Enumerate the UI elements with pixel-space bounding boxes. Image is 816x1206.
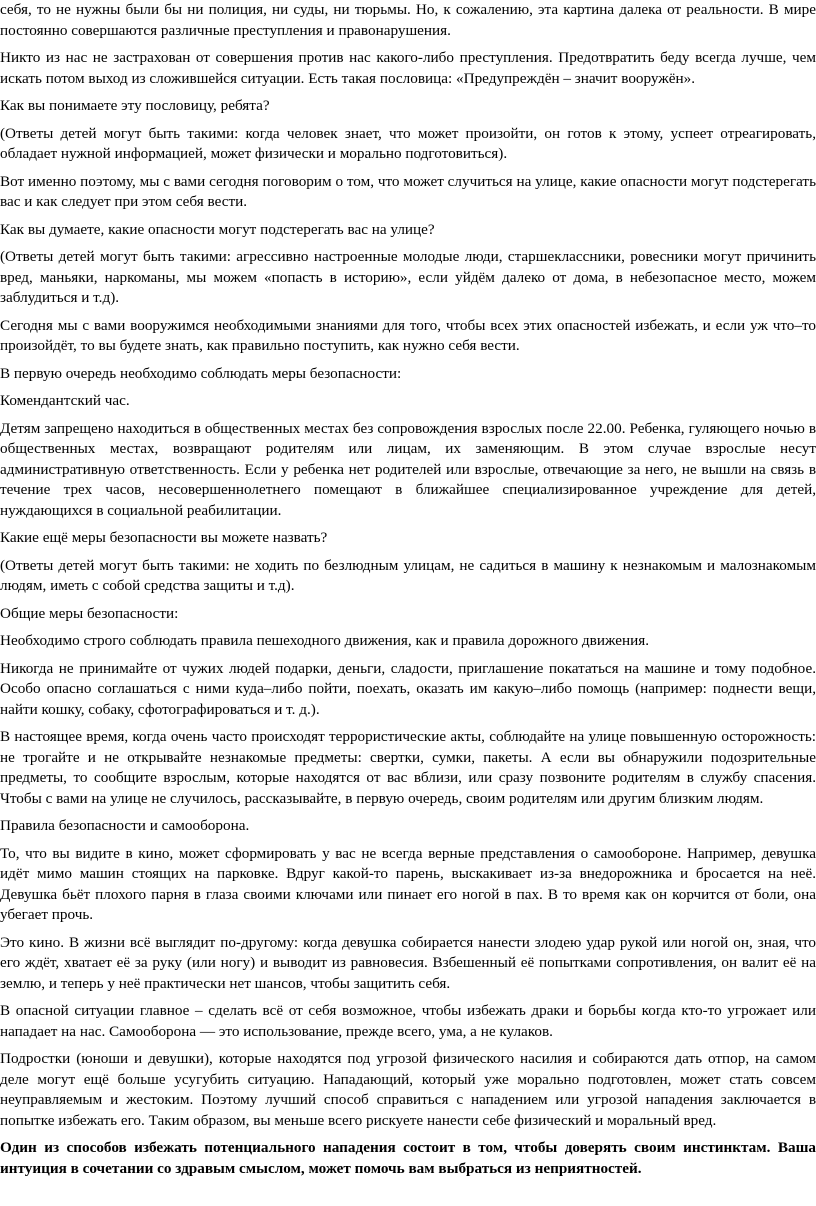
paragraph-intro-continuation: себя, то не нужны были бы ни полиция, ни суды, ни тюрьмы. Но, к сожалению, эта картина далека от реальности. В мире постоянно совершаются различные преступления и правонарушения.	[0, 1, 816, 39]
heading-general-measures: Общие меры безопасности:	[0, 604, 179, 622]
heading-self-defense: Правила безопасности и самооборона.	[0, 817, 250, 834]
answer-other-measures: (Ответы детей могут быть такими: не ходить по безлюдным улицам, не садиться в машину к незнакомым и малознакомым людям, иметь с собой средства защиты и т.д).	[0, 556, 816, 594]
answer-proverb-meaning: (Ответы детей могут быть такими: когда человек знает, что может произойти, он готов к этому, успеет отреагировать, обладает нужной информацией, может физически и морально подготовиться).	[0, 124, 816, 162]
paragraph-terrorism: В настоящее время, когда очень часто происходят террористические акты, соблюдайте на улице повышенную осторожность: не трогайте и не открывайте незнакомые предметы: свертки, сумки, пакеты. А если вы обнаружили подозрительные предметы, то сообщите взрослым, которые находятся от вас вблизи, или сразу позвоните родителям в службу спасения. Чтобы с вами на улице не случилось, рассказывайте, в первую очередь, своим родителям или другим близким людям.	[0, 728, 816, 807]
paragraph-proverb: Никто из нас не застрахован от совершения против нас какого-либо преступления. Предотвратить беду всегда лучше, чем искать потом выход из сложившейся ситуации. Есть такая пословица: «Предупреждён – значит вооружён».	[0, 49, 816, 87]
paragraph-reality: Это кино. В жизни всё выглядит по-другому: когда девушка собирается нанести злодею удар рукой или ногой он, зная, что его ждёт, хватает её за руку (или ногу) и выводит из равновесия. Взбешенный её попытками сопротивления, он валит её на землю, и теперь у неё практически нет шансов, чтобы защитить себя.	[0, 933, 816, 992]
paragraph-teenagers: Подростки (юноши и девушки), которые находятся под угрозой физического насилия и собираются дать отпор, на самом деле могут ещё больше усугубить ситуацию. Нападающий, который уже морально подготовлен, может стать совсем неуправляемым и жестоким. Поэтому лучший способ справиться с нападением или угрозой нападения заключается в попытке избежать его. Таким образом, вы меньше всего рискуете нанести себе физический и моральный вред.	[0, 1050, 816, 1129]
paragraph-instincts: Один из способов избежать потенциального нападения состоит в том, чтобы доверять своим инстинктам. Ваша интуиция в сочетании со здравым смыслом, может помочь вам выбраться из неприятностей.	[0, 1139, 816, 1177]
heading-curfew: Комендантский час.	[0, 392, 130, 409]
paragraph-knowledge: Сегодня мы с вами вооружимся необходимыми знаниями для того, чтобы всех этих опасностей избежать, и если уж что–то произойдёт, то вы будете знать, как правильно поступить, как нужно себя вести.	[0, 316, 816, 354]
paragraph-avoid-fight: В опасной ситуации главное – сделать всё от себя возможное, чтобы избежать драки и борьбы когда кто-то угрожает или нападает на нас. Самооборона — это использование, прежде всего, ума, а не кулаков.	[0, 1002, 816, 1040]
question-street-dangers: Как вы думаете, какие опасности могут подстерегать вас на улице?	[0, 220, 435, 238]
question-proverb-meaning: Как вы понимаете эту пословицу, ребята?	[0, 97, 270, 114]
paragraph-topic: Вот именно поэтому, мы с вами сегодня поговорим о том, что может случиться на улице, какие опасности могут подстерегать вас и как следует при этом себя вести.	[0, 172, 816, 210]
paragraph-movies: То, что вы видите в кино, может сформировать у вас не всегда верные представления о самообороне. Например, девушка идёт мимо машин стоящих на парковке. Вдруг какой-то парень, выскакивает из-за внедорожника и бросается на неё. Девушка бьёт плохого парня в глаза своими ключами или пинает его ногой в пах. В то время как он корчится от боли, она убегает прочь.	[0, 844, 816, 923]
question-other-measures: Какие ещё меры безопасности вы можете назвать?	[0, 529, 328, 546]
answer-street-dangers: (Ответы детей могут быть такими: агрессивно настроенные молодые люди, старшеклассники, ровесники могут причинить вред, маньяки, наркоманы, мы можем «попасть в историю», если уйдём далеко от дома, в небезопасное место, можем заблудиться и т.д).	[0, 248, 816, 306]
paragraph-safety-measures: В первую очередь необходимо соблюдать меры безопасности:	[0, 364, 402, 382]
paragraph-traffic-rules: Необходимо строго соблюдать правила пешеходного движения, как и правила дорожного движения.	[0, 632, 650, 649]
paragraph-curfew: Детям запрещено находиться в общественных местах без сопровождения взрослых после 22.00. Ребенка, гуляющего ночью в общественных местах, возвращают родителям или лицам, их заменяющим. В этом случае взрослые несут административную ответственность. Если у ребенка нет родителей или взрослые, отвечающие за него, не вышли на связь в течение трех часов, несовершеннолетнего помещают в ближайшее специализированное учреждение для детей, нуждающихся в социальной реабилитации.	[0, 419, 816, 519]
paragraph-strangers: Никогда не принимайте от чужих людей подарки, деньги, сладости, приглашение покататься на машине и тому подобное. Особо опасно соглашаться с ними куда–либо пойти, поехать, оказать им какую–либо помощь (например: поднести вещи, найти кошку, собаку, сфотографироваться и т. д.).	[0, 659, 816, 718]
